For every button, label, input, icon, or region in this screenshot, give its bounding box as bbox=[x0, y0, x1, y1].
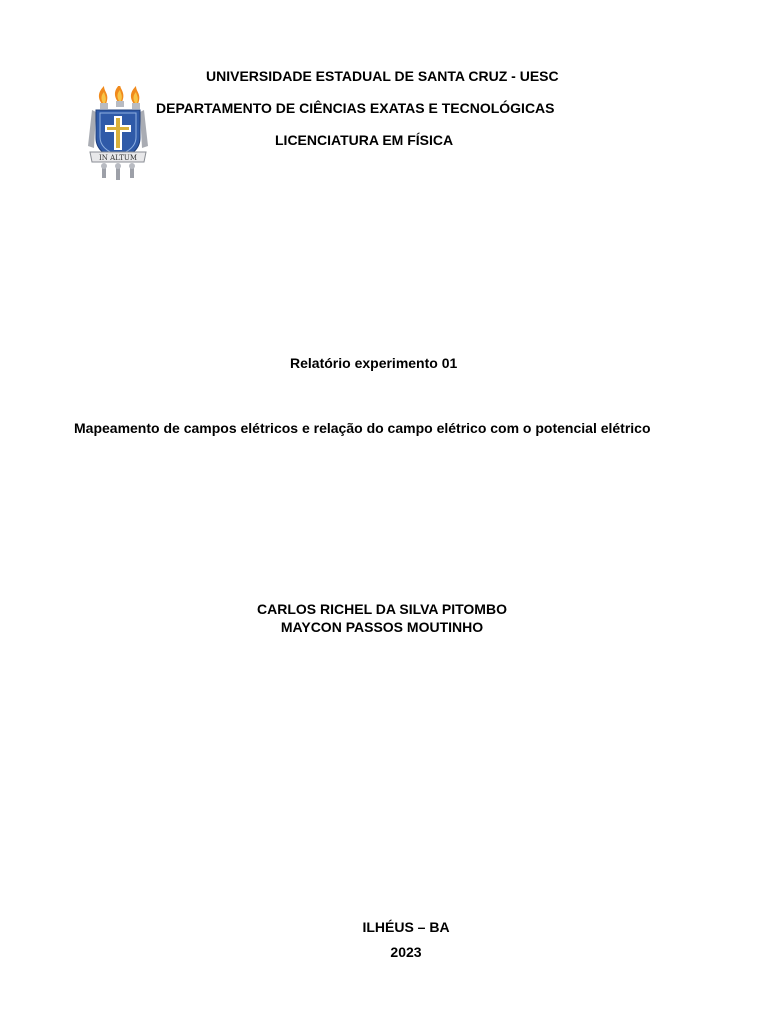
report-label: Relatório experimento 01 bbox=[290, 355, 458, 371]
author-1: CARLOS RICHEL DA SILVA PITOMBO bbox=[257, 601, 507, 617]
logo-motto: IN ALTUM bbox=[99, 154, 137, 162]
year: 2023 bbox=[390, 944, 422, 960]
report-title: Mapeamento de campos elétricos e relação do campo elétrico com o potencial elétrico bbox=[74, 420, 651, 436]
uesc-crest-icon bbox=[84, 86, 152, 182]
university-name: UNIVERSIDADE ESTADUAL DE SANTA CRUZ - UESC bbox=[206, 68, 559, 84]
city-state: ILHÉUS – BA bbox=[362, 919, 450, 935]
department-name: DEPARTAMENTO DE CIÊNCIAS EXATAS E TECNOLÓGICAS bbox=[156, 100, 555, 116]
university-logo bbox=[84, 86, 152, 182]
author-2: MAYCON PASSOS MOUTINHO bbox=[280, 619, 484, 635]
course-name: LICENCIATURA EM FÍSICA bbox=[275, 132, 454, 148]
